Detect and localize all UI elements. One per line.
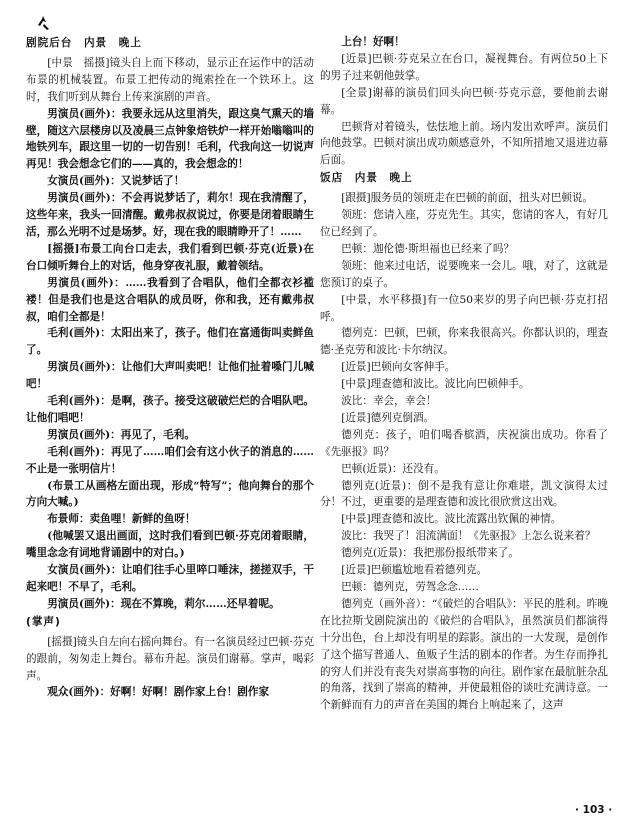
- text-paragraph: 德列克(近景)：我把那份报纸带来了。: [341, 547, 519, 560]
- text-paragraph: 毛利(画外)：是啊，孩子。接受这破破烂烂的合唱队吧。让他们唱吧！: [26, 395, 314, 424]
- text-paragraph: 巴顿(近景)：还没有。: [341, 462, 445, 475]
- text-paragraph: 女演员(画外)：又说梦话了！: [47, 175, 185, 188]
- text-paragraph: 德列克(近景)：倒不是我有意让你难堪，凯文演得太过分！不过，更重要的是理查德和波比很欣赏这出戏。: [320, 479, 608, 509]
- text-paragraph: [摇摄]镜头自左向右摇向舞台。有一名演员经过巴顿·芬克的跟前，匆匆走上舞台。幕布升起。演员们谢幕。掌声，喝彩声。: [26, 635, 314, 682]
- publisher-mark-icon: [34, 14, 52, 32]
- section-heading: (掌声): [26, 615, 61, 628]
- right-text-column: [320, 34, 608, 714]
- text-paragraph: (他喊罢又退出画面，这时我们看到巴顿·芬克闭着眼睛，嘴里念念有词地背诵剧中的对白。): [26, 530, 314, 560]
- text-paragraph: [近景]巴顿尴尬地看着德列克。: [341, 564, 488, 577]
- text-paragraph: 布景师：卖鱼哩！新鲜的鱼呀！: [47, 513, 196, 526]
- text-paragraph: 毛利(画外)：再见了……咱们会有这小伙子的消息的……不止是一张明信片！: [26, 445, 314, 475]
- text-paragraph: [跟摄]服务员的领班走在巴顿的前面，扭头对巴顿说。: [341, 192, 594, 205]
- section-heading: 饭店 内景 晚上: [320, 172, 413, 185]
- text-paragraph: 领班：您请入座，芬克先生。其实，您请的客人，有好几位已经到了。: [320, 209, 608, 238]
- text-paragraph: 男演员(画外)：再见了，毛利。: [47, 428, 195, 441]
- text-paragraph: [中景]理查德和波比。波比流露出钦佩的神情。: [341, 513, 562, 526]
- text-paragraph: 上台！好啊！: [341, 36, 405, 48]
- text-paragraph: 波比：幸会，幸会！: [341, 395, 437, 408]
- text-paragraph: [近景]德列克倒酒。: [341, 411, 435, 424]
- text-paragraph: 男演员(画外)：让他们大声叫卖吧！让他们扯着嗓门儿喊吧！: [26, 361, 314, 391]
- text-paragraph: [摇摄]布景工向台口走去，我们看到巴顿·芬克(近景)在台口倾听舞台上的对话，他身穿夜礼服，戴着领结。: [26, 242, 314, 272]
- text-paragraph: 巴顿：迦伦德·斯坦福也已经来了吗？: [341, 242, 515, 255]
- text-paragraph: 德列克（画外音）：“《破烂的合唱队》：平民的胜利。昨晚在比拉斯戈剧院演出的《破烂的合唱队》，虽然演员们都演得十分出色，台上却没有明星的踪影。演出的一大发现，是创作了这个描写普通人、鱼贩子生活的剧本的作者。为生存而挣扎的穷人们并没有丧失对崇高事物的向往。剧作家在最肮脏杂乱的角落，找到了崇高的精神，并使最粗俗的谈吐充满诗意。一个新鲜而有力的声音在美国的舞台上响起来了，这声: [320, 597, 608, 712]
- text-paragraph: 波比：我哭了！泪流满面！《先驱报》上怎么说来着？: [341, 530, 596, 543]
- text-paragraph: (布景工从画格左面出现，形成“特写”；他向舞台的那个方向大喊。): [26, 479, 314, 509]
- text-paragraph: 男演员(画外)：我要永远从这里消失，跟这臭气熏天的墙壁，随这六层楼房以及凌晨三点钟象焙铁炉一样开始嗡嗡叫的地铁列车，跟这里一切的一切告别！毛利，代我向这一切说声再见！我会想念它们的——真的，我会想念的！: [26, 107, 314, 171]
- section-heading: 剧院后台 内景 晚上: [26, 37, 142, 49]
- text-paragraph: [中景 摇摄]镜头自上而下移动，显示正在运作中的活动布景的机械装置。布景工把传动的绳索拴在一个铁环上。这时，我们听到从舞台上传来演剧的声音。: [26, 56, 314, 103]
- text-paragraph: 男演员(画外)：现在不算晚，莉尔……还早着呢。: [47, 597, 280, 610]
- text-paragraph: 男演员(画外)：不会再说梦话了，莉尔！现在我清醒了，这些年来，我头一回清醒。戴弗叔叔说过，你要是闭着眼睛生活，那么光明不过是场梦。好，现在我的眼睛睁开了！……: [26, 192, 314, 238]
- text-paragraph: 巴顿：德列克，劳驾念念……: [341, 581, 479, 593]
- text-paragraph: [中景，水平移摄]有一位50来岁的男子向巴顿·芬克打招呼。: [320, 293, 608, 323]
- text-paragraph: 女演员(画外)：让咱们往手心里啐口唾沫，搓搓双手，干起来吧！不早了，毛利。: [26, 564, 314, 593]
- text-paragraph: [近景]巴顿·芬克呆立在台口，凝视舞台。有两位50上下的男子过来朝他鼓掌。: [320, 52, 608, 82]
- text-paragraph: 观众(画外)：好啊！好啊！剧作家上台！剧作家: [47, 686, 270, 699]
- text-paragraph: [中景]理查德和波比。波比向巴顿伸手。: [341, 378, 530, 391]
- text-paragraph: 德列克：孩子，咱们喝香槟酒，庆祝演出成功。你看了《先驱报》吗？: [320, 428, 608, 458]
- text-paragraph: 领班：他来过电话，说要晚来一会儿。哦，对了，这就是您预订的桌子。: [320, 259, 608, 289]
- page-number: · 103 ·: [575, 804, 613, 816]
- text-paragraph: 毛利(画外)：太阳出来了，孩子。他们在富通街叫卖鲜鱼了。: [26, 327, 314, 357]
- text-paragraph: [全景]谢幕的演员们回头向巴顿·芬克示意，要他前去谢幕。: [320, 86, 608, 116]
- text-paragraph: 巴顿背对着镜头，怯怯地上前。场内发出欢呼声。演员们向他鼓掌。巴顿对演出成功颇感意外，不知所措地又退进边幕后面。: [320, 120, 608, 167]
- text-paragraph: [近景]巴顿向女客伸手。: [341, 361, 456, 374]
- text-paragraph: 德列克：巴顿，巴顿，你来我很高兴。你都认识的，理查德·圣克劳和波比·卡尔纳汉。: [320, 327, 608, 357]
- left-text-column: [26, 34, 314, 701]
- text-paragraph: 男演员(画外)：……我看到了合唱队，他们全都衣衫褴褛！但是我们也是这合唱队的成员呀，你和我，还有戴弗叔叔，咱们全都是！: [26, 276, 314, 323]
